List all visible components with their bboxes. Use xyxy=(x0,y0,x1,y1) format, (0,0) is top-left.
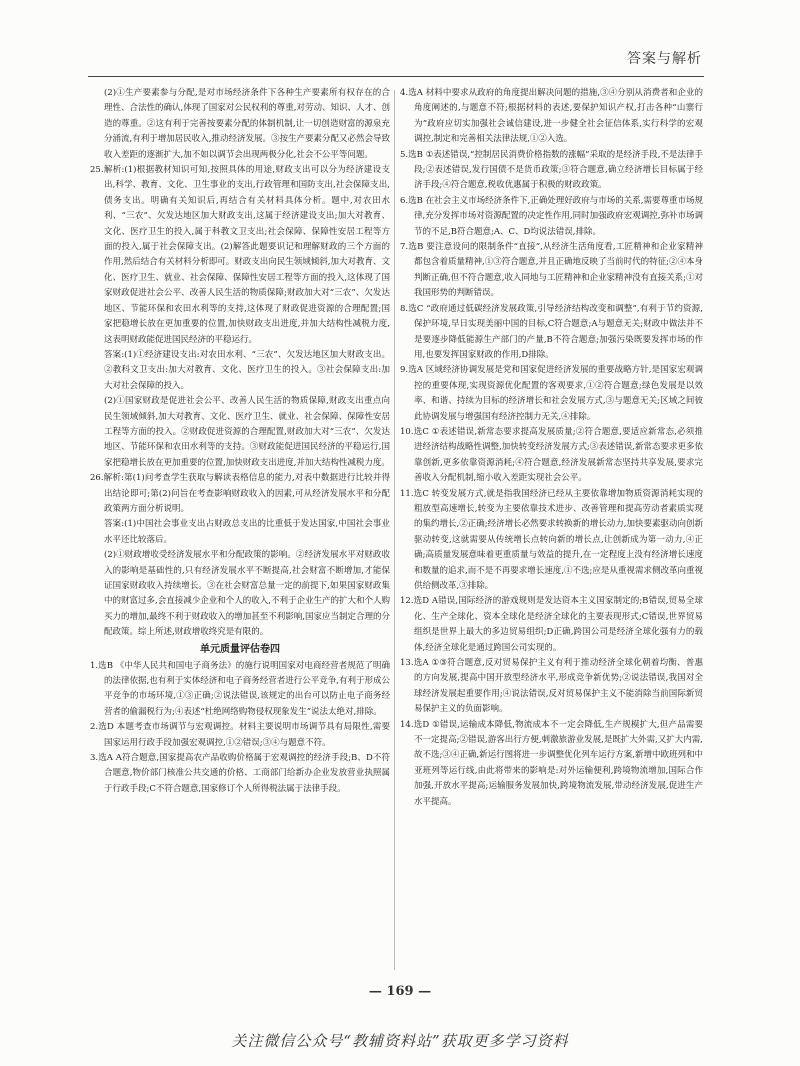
answer-paragraph: 12.选D A错误,国际经济的游戏规则是发达资本主义国家制定的;B错误,贸易全球化、生产全球化、资本全球化是经济全球化的主要表现形式;C错误,世界贸易组织是世界上最大的多边贸易组织;D正确,跨国公司是经济全球化强有力的载体,经济全球化是通过跨国公司实现的。 xyxy=(400,596,703,653)
answer-paragraph: 6.选B 在社会主义市场经济条件下,正确处理好政府与市场的关系,需要尊重市场规律,充分发挥市场对资源配置的决定性作用,同时加强政府宏观调控,弥补市场调节的不足,B符合题意;A、C、D均说法错误,排除。 xyxy=(400,195,703,237)
answer-paragraph: 13.选A ①③符合题意,反对贸易保护主义有利于推动经济全球化朝着均衡、普惠的方向发展,提高中国开放型经济水平,形成竞争新优势;②说法错误,我国对全球经济发展起重要作用;④说法错误,反对贸易保护主义不能消除当前国际新贸易保护主义的负面影响。 xyxy=(400,658,703,715)
answer-paragraph: 答案:(1)中国社会事业支出占财政总支出的比重低于发达国家,中国社会事业水平还比较落后。 xyxy=(104,519,390,545)
header-title: 答案与解析 xyxy=(627,51,702,67)
right-column xyxy=(400,86,703,974)
left-column xyxy=(90,86,390,974)
answer-paragraph: 2.选D 本题考查市场调节与宏观调控。材料主要说明市场调节具有局限性,需要国家运用行政手段加强宏观调控,①②错误;③④与题意不符。 xyxy=(90,722,390,748)
answer-paragraph: 25.解析:(1)根据教材知识可知,按照具体的用途,财政支出可以分为经济建设支出,科学、教育、文化、卫生事业的支出,行政管理和国防支出,社会保障支出,债务支出。明确有关知识后,再结合有关材料具体分析。题中,对农田水利、“三农”、欠发达地区加大财政支出,这属于经济建设支出;加大对教育、文化、医疗卫生的投入,属于科教文卫支出;社会保障、保障性安居工程等方面的投入,属于社会保障支出。(2)解答此题要识记和理解财政的三个方面的作用,然后结合有关材料分析即可。财政支出向民生领域倾斜,加大对教育、文化、医疗卫生、就业、社会保障、保障性安居工程等方面的投入,这体现了国家财政促进社会公平、改善人民生活的物质保障;财政加大对“三农”、欠发达地区、节能环保和农田水利等的支持,这体现了财政促进资源的合理配置;国家把稳增长放在更加重要的位置,加快财政支出进度,并加大结构性减税力度,这表明财政能促进国民经济的平稳运行。 xyxy=(90,165,390,345)
answer-paragraph: 14.选D ①错误,运输成本降低,物流成本不一定会降低,生产规模扩大,但产品需要不一定提高;②错误,游客出行方便,刺激旅游业发展,是既扩大外需,又扩大内需,故不选;③④正确,新运行图将进一步调整优化列车运行方案,新增中欧班列和中亚班列等运行线,由此将带来的影响是:对外运输便利,跨境物流增加,国际合作加强,开放水平提高;运输服务发展加快,跨境物流发展,带动经济发展,促进生产水平提高。 xyxy=(400,719,703,807)
section-heading: 单元质量评估卷四 xyxy=(200,643,280,655)
answer-paragraph: 11.选C 转变发展方式,就是指我国经济已经从主要依靠增加物质资源消耗实现的粗放型高速增长,转变为主要依靠技术进步、改善管理和提高劳动者素质实现的集约增长,②正确;经济增长必然要求转换新的增长动力,加快要素驱动向创新驱动转变,这就需要从传统增长点转向新的增长点,让创新成为第一动力,④正确;高质量发展意味着更重质量与效益的提升,在一定程度上没有经济增长速度和数量的追求,而不是不再要求增长速度,①不选;应是从重视需求侧改革向重视供给侧改革,③排除。 xyxy=(400,488,703,591)
answer-paragraph: (2)①国家财政是促进社会公平、改善人民生活的物质保障,财政支出重点向民生领域倾斜,加大对教育、文化、医疗卫生、就业、社会保障、保障性安居工程等方面的投入。②财政促进资源的合理配置,财政加大对“三农”、欠发达地区、节能环保和农田水利等的支持。③财政能促进国民经济的平稳运行,国家把稳增长放在更加重要的位置,加快财政支出进度,并加大结构性减税力度。 xyxy=(104,396,390,468)
answer-paragraph: 4.选A 材料中要求从政府的角度提出解决问题的措施,③④分别从消费者和企业的角度阐述的,与题意不符;根据材料的表述,要保护知识产权,打击各种“山寨行为”政府应切实加强社会诚信建设,进一步健全社会征信体系,实行科学的宏观调控,制定和完善相关法律法规,①②入选。 xyxy=(400,88,703,145)
answer-paragraph: 9.选A 区域经济协调发展是党和国家促进经济发展的重要战略方针,是国家宏观调控的重要体现,实现资源优化配置的客观要求,①②符合题意;绿色发展是以效率、和谐、持续为目标的经济增长和社会发展方式,③与题意无关;区域之间彼此协调发展与增强国有经济控制力无关,④排除。 xyxy=(400,365,703,422)
answer-paragraph: 8.选C “政府通过低碳经济发展政策,引导经济结构改变和调整”,有利于节约资源,保护环境,早日实现美丽中国的目标,C符合题意;A与题意无关;财政中做法并不是要逐步降低能源生产部门的产量,B不符合题意;加强污染既要发挥市场的作用,也要发挥国家财政的作用,D排除。 xyxy=(400,303,703,360)
answer-paragraph: 10.选C ①表述错误,新常态要求提高发展质量;②符合题意,要适应新常态,必须推进经济结构战略性调整,加快转变经济发展方式;③表述错误,新常态要求更多依靠创新,更多依靠资源消耗;④符合题意,经济发展新常态坚持共享发展,要求完善收入分配机制,缩小收入差距实现社会公平。 xyxy=(400,426,703,484)
header-rule xyxy=(88,76,704,77)
answer-paragraph: 7.选B 要注意设问的限制条件“直接”,从经济生活角度看,工匠精神和企业家精神都包含着质量精神,①③符合题意,并且正确地反映了当前时代的特征;②④本身判断正确,但不符合题意,收入同地与工匠精神和企业家精神没有直接关系;①对我国形势的判断错误。 xyxy=(400,242,703,299)
column-divider xyxy=(394,90,395,970)
answer-paragraph: (2)①生产要素参与分配,是对市场经济条件下各种生产要素所有权存在的合理性、合法性的确认,体现了国家对公民权利的尊重,对劳动、知识、人才、创造的尊重。②这有利于完善按要素分配的体制机制,让一切创造财富的源泉充分涌流,有利于增加居民收入,推动经济发展。③按生产要素分配又必然会导致收入差距的逐渐扩大,加不如以调节会出现两极分化,社会不公平等问题。 xyxy=(104,88,390,160)
page-number: — 169 — xyxy=(368,984,432,999)
answer-paragraph: (2)①财政增收受经济发展水平和分配政策的影响。②经济发展水平对财政收入的影响是基础性的,只有经济发展水平不断提高,社会财富不断增加,才能保证国家财政收入持续增长。③在社会财富总量一定的前提下,如果国家财政集中的财富过多,会直接减少企业和个人的收入,不利于企业生产的扩大和个人购买力的增加,最终不利于财政收入的增加甚至不利影响,国家应当制定合理的分配政策。综上所述,财政增收终究是有限的。 xyxy=(104,550,390,638)
footer-note: 关注微信公众号“教辅资料站”获取更多学习资料 xyxy=(231,1032,569,1050)
answer-paragraph: 答案:(1)①经济建设支出:对农田水利、“三农”、欠发达地区加大财政支出。②教科文卫支出:加大对教育、文化、医疗卫生的投入。③社会保障支出:加大对社会保障的投入。 xyxy=(104,349,390,391)
answer-paragraph: 5.选B ①表述错误,“控制居民消费价格指数的涨幅”采取的是经济手段,不是法律手段;②表述错误,发行国债不是货币政策;③符合题意,确立经济增长目标属于经济手段;④符合题意,税收优惠属于积极的财政政策。 xyxy=(400,149,703,191)
answer-paragraph: 1.选B 《中华人民共和国电子商务法》的施行说明国家对电商经营者规范了明确的法律依据,也有利于实体经济和电子商务经营者进行公平竞争,有利于形成公平竞争的市场环境,①③正确;②说法错误,该规定的出台可以防止电子商务经营者的偷漏税行为;④表述“杜绝网络购物侵权现象发生”说法太绝对,排除。 xyxy=(90,660,390,717)
answer-paragraph: 3.选A A符合题意,国家提高农产品收购价格属于宏观调控的经济手段;B、D不符合题意,物价部门核准公共交通的价格、工商部门给新办企业发放营业执照属于行政手段;C不符合题意,国家修订个人所得税法属于法律手段。 xyxy=(90,753,390,794)
answer-paragraph: 26.解析:第(1)问考查学生获取与解读表格信息的能力,对表中数据进行比较并得出结论即可;第(2)问旨在考查影响财政收入的因素,可从经济发展水平和分配政策两方面分析说明。 xyxy=(90,473,390,514)
